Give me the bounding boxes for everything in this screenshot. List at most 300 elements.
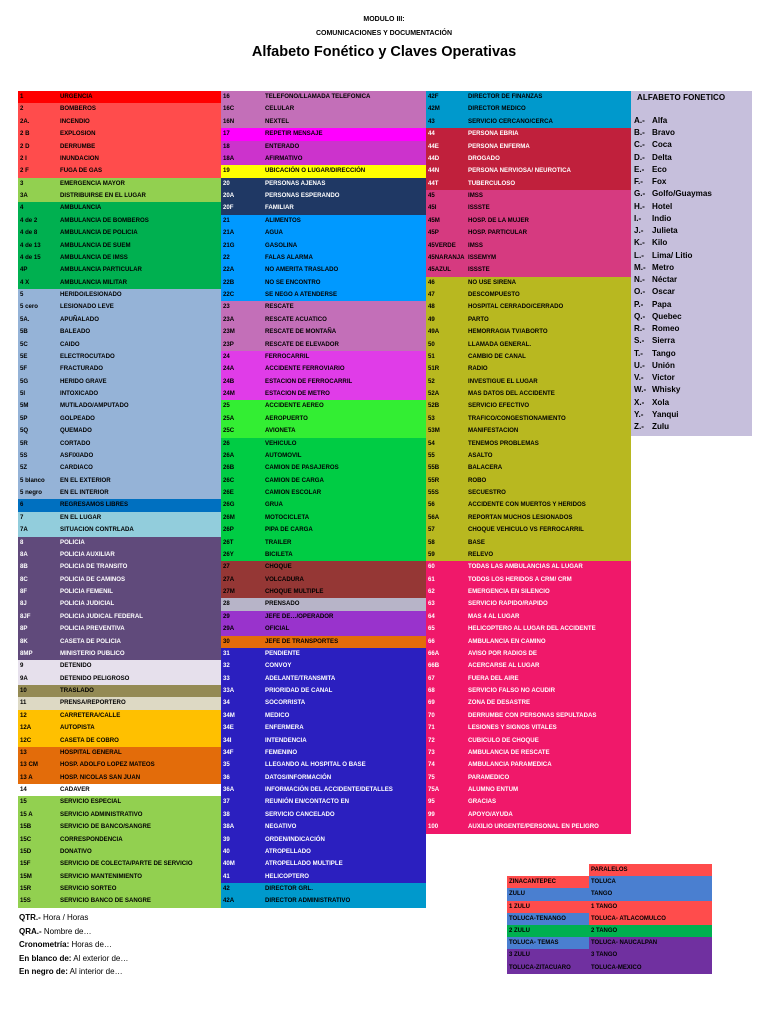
- code-row: [18, 871, 221, 883]
- code-meaning: SERVICIO FALSO NO ACUDIR: [468, 687, 556, 694]
- code-meaning: TRAFICO/CONGESTIONAMIENTO: [468, 414, 566, 422]
- note-definition: Al interior de…: [67, 967, 123, 976]
- code-row: [426, 388, 631, 400]
- code-meaning: PIPA DE CARGA: [265, 526, 313, 534]
- code-number: 13: [20, 748, 27, 756]
- paralelos-row: [507, 925, 712, 937]
- paralelos-right-text: TANGO: [591, 891, 613, 898]
- code-row: [221, 128, 426, 140]
- code-meaning: FALAS ALARMA: [265, 253, 313, 261]
- alphabet-word: Oscar: [652, 287, 675, 297]
- code-meaning: FERROCARRIL: [265, 352, 310, 360]
- code-meaning: TODOS LOS HERIDOS A CRM/ CRM: [468, 575, 572, 583]
- code-row: [18, 351, 221, 363]
- code-number: 65: [428, 625, 435, 633]
- code-row: [221, 598, 426, 610]
- code-meaning: ATROPELLADO MULTIPLE: [265, 860, 343, 868]
- code-meaning: ISSSTE: [468, 266, 490, 274]
- code-row: [221, 116, 426, 128]
- code-meaning: EN EL LUGAR: [60, 513, 102, 521]
- code-number: 20F: [223, 204, 234, 212]
- code-meaning: DESCOMPUESTO: [468, 291, 520, 298]
- code-number: 27M: [223, 588, 235, 595]
- alphabet-word: Coca: [652, 140, 672, 150]
- code-meaning: ASFIXIADO: [60, 451, 94, 459]
- code-row: [18, 103, 221, 115]
- code-row: [18, 116, 221, 128]
- code-number: 8K: [20, 637, 28, 645]
- code-meaning: MUTILADO/AMPUTADO: [60, 402, 129, 410]
- code-number: 52A: [428, 390, 440, 397]
- code-number: 26A: [223, 451, 235, 459]
- paralelos-right-text: 1 TANGO: [591, 903, 618, 910]
- alphabet-word: Unión: [652, 360, 675, 370]
- alphabet-word: Alfa: [652, 116, 668, 125]
- code-number: 38A: [223, 823, 235, 831]
- code-meaning: DIRECTOR GRL.: [265, 885, 313, 892]
- code-row: [426, 685, 631, 697]
- code-row: [426, 450, 631, 462]
- alphabet-letter: S.-: [634, 336, 645, 346]
- code-row: [426, 722, 631, 734]
- code-number: 57: [428, 526, 435, 534]
- code-row: [221, 549, 426, 561]
- code-row: [221, 747, 426, 759]
- code-meaning: CAMION ESCOLAR: [265, 489, 322, 496]
- code-number: 5Z: [20, 464, 28, 472]
- code-row: [18, 339, 221, 351]
- code-row: [18, 128, 221, 140]
- paralelos-left-text: 3 ZULU: [509, 952, 530, 959]
- code-row: [221, 326, 426, 338]
- code-meaning: ACCIDENTE AEREO: [265, 402, 324, 410]
- alphabet-letter: C.-: [634, 140, 645, 150]
- paralelos-left-cell: [507, 937, 589, 949]
- code-number: 8C: [20, 575, 28, 583]
- code-row: [18, 821, 221, 833]
- code-number: 18: [223, 142, 230, 150]
- code-row: [221, 240, 426, 252]
- code-meaning: JEFE DE TRANSPORTES: [265, 637, 339, 645]
- code-row: [426, 190, 631, 202]
- alphabet-letter: K.-: [634, 238, 645, 248]
- phonetic-alphabet-title: ALFABETO FONETICO: [637, 93, 726, 102]
- code-row: [18, 314, 221, 326]
- code-row: [18, 611, 221, 623]
- paralelos-left-text: TOLUCA-TENANGO: [509, 915, 566, 922]
- code-meaning: HERIDO GRAVE: [60, 377, 107, 385]
- paralelos-left-text: TOLUCA- TEMAS: [509, 940, 559, 947]
- code-number: 42M: [428, 105, 440, 113]
- code-row: [18, 697, 221, 709]
- code-number: 44T: [428, 179, 439, 187]
- code-meaning: ALIMENTOS: [265, 216, 301, 224]
- code-row: [18, 202, 221, 214]
- code-number: 35: [223, 761, 230, 769]
- code-number: 4 de 13: [20, 241, 41, 249]
- code-meaning: BOMBEROS: [60, 105, 96, 113]
- code-number: 21A: [223, 229, 235, 237]
- note-line: [19, 911, 128, 925]
- code-row: [426, 363, 631, 375]
- code-number: 16C: [223, 105, 235, 113]
- code-meaning: HELICOPTERO: [265, 872, 310, 880]
- code-row: [426, 561, 631, 573]
- code-row: [426, 227, 631, 239]
- module-label: MODULO III:: [363, 16, 405, 23]
- code-row: [221, 623, 426, 635]
- note-definition: Al exterior de…: [71, 953, 129, 963]
- code-row: [426, 103, 631, 115]
- code-number: 20A: [223, 192, 235, 199]
- code-row: [18, 883, 221, 895]
- alphabet-letter: N.-: [634, 275, 645, 285]
- code-meaning: DONATIVO: [60, 847, 92, 855]
- code-meaning: DIRECTOR ADMINISTRATIVO: [265, 897, 351, 905]
- code-meaning: REGRESAMOS LIBRES: [60, 501, 129, 509]
- code-meaning: MEDICO: [265, 711, 290, 719]
- code-number: 23P: [223, 340, 234, 348]
- code-row: [221, 809, 426, 821]
- code-meaning: SERVICIO CANCELADO: [265, 810, 335, 818]
- code-meaning: CADAVER: [60, 786, 90, 793]
- code-meaning: AMBULANCIA DE IMSS: [60, 253, 128, 261]
- code-row: [426, 796, 631, 808]
- code-number: 58: [428, 538, 435, 546]
- code-row: [221, 351, 426, 363]
- code-number: 5P: [20, 414, 28, 422]
- code-meaning: LESIONES Y SIGNOS VITALES: [468, 724, 557, 732]
- alphabet-letter: E.-: [634, 164, 645, 174]
- code-number: 55R: [428, 476, 440, 484]
- code-row: [426, 623, 631, 635]
- code-row: [426, 673, 631, 685]
- code-number: 4P: [20, 266, 28, 274]
- code-number: 67: [428, 674, 435, 682]
- code-meaning: FUGA DE GAS: [60, 167, 103, 175]
- paralelos-row: [507, 888, 712, 900]
- paralelos-right-text: TOLUCA: [591, 879, 616, 886]
- code-row: [18, 735, 221, 747]
- code-row: [426, 772, 631, 784]
- code-number: 15 A: [20, 810, 33, 818]
- alphabet-word: Whisky: [652, 385, 681, 395]
- code-meaning: RELEVO: [468, 550, 494, 558]
- code-meaning: NEGATIVO: [265, 823, 297, 831]
- code-row: [426, 710, 631, 722]
- code-row: [18, 388, 221, 400]
- code-row: [426, 524, 631, 536]
- code-meaning: RADIO: [468, 365, 488, 373]
- code-row: [221, 499, 426, 511]
- code-meaning: SECUESTRO: [468, 489, 506, 496]
- alphabet-letter: R.-: [634, 324, 645, 334]
- code-meaning: AMBULANCIA DE BOMBEROS: [60, 216, 149, 224]
- code-meaning: INCENDIO: [60, 117, 90, 125]
- code-meaning: INFORMACIÓN DEL ACCIDENTE/DETALLES: [265, 786, 393, 793]
- paralelos-right-cell: [589, 901, 712, 913]
- note-line: [19, 925, 128, 939]
- code-row: [221, 487, 426, 499]
- code-meaning: SERVICIO EFECTIVO: [468, 402, 530, 410]
- code-row: [426, 141, 631, 153]
- paralelos-left-cell: [507, 876, 589, 888]
- code-row: [18, 685, 221, 697]
- alphabet-word: Sierra: [652, 336, 675, 346]
- code-row: [426, 784, 631, 796]
- code-number: 44N: [428, 167, 440, 175]
- code-meaning: POLICIA DE CAMINOS: [60, 575, 126, 583]
- code-meaning: PARAMEDICO: [468, 773, 510, 781]
- code-row: [426, 314, 631, 326]
- code-meaning: ENFERMERA: [265, 724, 304, 732]
- alphabet-letter: M.-: [634, 262, 646, 272]
- code-meaning: UBICACIÓN O LUGAR/DIRECCIÓN: [265, 167, 366, 175]
- code-meaning: LLEGANDO AL HOSPITAL O BASE: [265, 761, 366, 769]
- code-number: 28: [223, 600, 230, 608]
- code-number: 26P: [223, 526, 234, 534]
- code-number: 51: [428, 352, 435, 360]
- code-meaning: ACCIDENTE CON MUERTOS Y HERIDOS: [468, 501, 586, 509]
- code-meaning: ISSEMYM: [468, 253, 497, 261]
- code-meaning: FAMILIAR: [265, 204, 294, 212]
- alphabet-word: Delta: [652, 152, 672, 162]
- code-meaning: BICILETA: [265, 550, 293, 558]
- code-row: [221, 314, 426, 326]
- code-row: [18, 660, 221, 672]
- code-number: 45I: [428, 204, 437, 212]
- code-number: 46: [428, 278, 435, 286]
- alphabet-letter: Z.-: [634, 422, 644, 431]
- code-meaning: GRUA: [265, 501, 283, 509]
- alphabet-letter: I.-: [634, 213, 642, 223]
- code-row: [426, 611, 631, 623]
- code-meaning: MAS DATOS DEL ACCIDENTE: [468, 390, 555, 397]
- code-number: 4 de 8: [20, 229, 38, 237]
- code-meaning: CARDIACO: [60, 464, 93, 472]
- code-meaning: HOSPITAL GENERAL: [60, 748, 122, 756]
- paralelos-row: [507, 864, 712, 876]
- code-row: [221, 858, 426, 870]
- module-subtitle: COMUNICACIONES Y DOCUMENTACIÓN: [315, 30, 453, 37]
- note-term: En blanco de:: [19, 953, 72, 963]
- code-row: [426, 202, 631, 214]
- code-row: [221, 376, 426, 388]
- code-meaning: ENTERADO: [265, 142, 300, 150]
- code-number: 22B: [223, 278, 235, 286]
- code-row: [221, 153, 426, 165]
- alphabet-word: Golfo/Guaymas: [652, 189, 712, 199]
- code-row: [18, 240, 221, 252]
- code-number: 14: [20, 786, 27, 793]
- code-number: 39: [223, 835, 230, 843]
- code-meaning: PARTO: [468, 315, 489, 323]
- code-meaning: AVIONETA: [265, 427, 296, 435]
- code-meaning: IMSS: [468, 241, 483, 249]
- code-number: 72: [428, 736, 435, 744]
- alphabet-word: Yanqui: [652, 409, 679, 419]
- code-meaning: NO AMERITA TRASLADO: [265, 266, 339, 274]
- code-row: [221, 339, 426, 351]
- code-meaning: URGENCIA: [60, 93, 93, 100]
- code-meaning: HOSP. DE LA MUJER: [468, 216, 529, 224]
- code-row: [426, 91, 631, 103]
- code-number: 24M: [223, 390, 235, 397]
- code-meaning: CELULAR: [265, 105, 295, 113]
- code-number: 31: [223, 649, 230, 657]
- code-meaning: POLICIA JUDICAL FEDERAL: [60, 612, 143, 620]
- code-meaning: CUBICULO DE CHOQUE: [468, 736, 539, 744]
- code-meaning: OFICIAL: [265, 625, 290, 633]
- code-meaning: AUTOPISTA: [60, 724, 95, 732]
- code-number: 8P: [20, 625, 28, 633]
- code-row: [18, 623, 221, 635]
- paralelos-row: [507, 913, 712, 925]
- code-number: 21: [223, 216, 230, 224]
- code-meaning: HOSP. NICOLAS SAN JUAN: [60, 773, 141, 781]
- code-number: 55: [428, 451, 435, 459]
- code-number: 64: [428, 612, 435, 620]
- code-number: 48: [428, 303, 435, 311]
- code-row: [426, 487, 631, 499]
- code-row: [426, 128, 631, 140]
- code-row: [426, 165, 631, 177]
- code-number: 19: [223, 167, 230, 175]
- code-meaning: HEMORRAGIA TV/ABORTO: [468, 328, 548, 336]
- code-row: [221, 301, 426, 313]
- code-number: 24B: [223, 377, 235, 385]
- code-row: [221, 215, 426, 227]
- code-row: [221, 400, 426, 412]
- alphabet-word: Lima/ Litio: [652, 250, 693, 260]
- code-number: 5I: [20, 390, 26, 397]
- code-row: [221, 202, 426, 214]
- code-meaning: ESTACION DE METRO: [265, 390, 330, 397]
- alphabet-letter: F.-: [634, 177, 643, 187]
- code-meaning: PERSONA NERVIOSA/ NEUROTICA: [468, 167, 571, 175]
- code-row: [426, 301, 631, 313]
- code-row: [426, 425, 631, 437]
- code-row: [426, 697, 631, 709]
- code-number: 26B: [223, 464, 235, 472]
- alphabet-letter: Y.-: [634, 409, 644, 419]
- code-row: [221, 363, 426, 375]
- code-number: 45NARANJA: [428, 253, 465, 261]
- paralelos-row: [507, 876, 712, 888]
- code-meaning: PRIORIDAD DE CANAL: [265, 687, 333, 694]
- code-number: 100: [428, 823, 439, 831]
- code-number: 5: [20, 291, 24, 298]
- code-number: 33A: [223, 687, 235, 694]
- code-row: [221, 784, 426, 796]
- code-meaning: MAS 4 AL LUGAR: [468, 612, 520, 620]
- code-row: [18, 747, 221, 759]
- code-row: [426, 116, 631, 128]
- code-meaning: INVESTIGUE EL LUGAR: [468, 377, 538, 385]
- code-meaning: AMBULANCIA MILITAR: [60, 278, 128, 286]
- code-row: [18, 215, 221, 227]
- code-number: 25C: [223, 427, 235, 435]
- code-number: 44D: [428, 154, 440, 162]
- code-row: [221, 648, 426, 660]
- code-meaning: NO SE ENCONTRO: [265, 278, 321, 286]
- code-number: 5M: [20, 402, 29, 410]
- code-row: [221, 586, 426, 598]
- code-meaning: CAMION DE PASAJEROS: [265, 464, 339, 472]
- note-term: Cronometría:: [19, 940, 70, 949]
- code-meaning: DETENIDO PELIGROSO: [60, 674, 130, 682]
- code-row: [18, 363, 221, 375]
- paralelos-left-cell: [507, 949, 589, 961]
- code-number: 26Y: [223, 550, 234, 558]
- code-row: [426, 636, 631, 648]
- paralelos-right-cell: [589, 937, 712, 949]
- code-number: 99: [428, 810, 435, 818]
- phonetic-alphabet-panel: [631, 91, 752, 436]
- alphabet-word: Quebec: [652, 311, 682, 321]
- code-number: 5 blanco: [20, 476, 45, 484]
- code-row: [18, 462, 221, 474]
- code-number: 49A: [428, 328, 440, 336]
- code-number: 8A: [20, 550, 28, 558]
- code-row: [426, 512, 631, 524]
- code-row: [18, 91, 221, 103]
- code-row: [221, 871, 426, 883]
- code-number: 2 F: [20, 167, 29, 175]
- note-definition: Hora / Horas: [40, 913, 89, 922]
- code-number: 51R: [428, 365, 440, 373]
- code-meaning: DATOS/INFORMACIÓN: [265, 773, 332, 781]
- code-meaning: SITUACION CONTRLADA: [60, 526, 134, 534]
- code-number: 61: [428, 575, 435, 583]
- code-meaning: SERVICIO ADMINISTRATIVO: [60, 810, 143, 818]
- code-number: 25: [223, 402, 230, 410]
- code-meaning: HOSP. ADOLFO LOPEZ MATEOS: [60, 761, 155, 769]
- code-meaning: CAMBIO DE CANAL: [468, 352, 526, 360]
- code-number: 2: [20, 105, 24, 113]
- alphabet-word: Metro: [652, 262, 675, 272]
- code-number: 9: [20, 662, 24, 670]
- code-number: 66A: [428, 649, 440, 657]
- code-row: [18, 413, 221, 425]
- paralelos-left-cell: [507, 925, 589, 937]
- alphabet-word: Bravo: [652, 128, 675, 138]
- code-meaning: CORRESPONDENCIA: [60, 835, 123, 843]
- code-meaning: RESCATE DE ELEVADOR: [265, 340, 339, 348]
- note-definition: Horas de…: [69, 940, 112, 949]
- code-row: [426, 759, 631, 771]
- code-meaning: INTENDENCIA: [265, 736, 307, 744]
- code-number: 8: [20, 538, 24, 546]
- code-row: [426, 252, 631, 264]
- code-row: [221, 710, 426, 722]
- code-meaning: REPORTAN MUCHOS LESIONADOS: [468, 513, 573, 521]
- code-meaning: MINISTERIO PUBLICO: [60, 649, 125, 657]
- code-number: 23M: [223, 328, 235, 336]
- paralelos-right-text: PARALELOS: [591, 867, 628, 873]
- code-row: [426, 376, 631, 388]
- code-number: 55S: [428, 489, 439, 496]
- alphabet-letter: H.-: [634, 201, 645, 211]
- code-row: [18, 524, 221, 536]
- code-row: [221, 91, 426, 103]
- code-row: [221, 821, 426, 833]
- code-meaning: RESCATE ACUATICO: [265, 315, 327, 323]
- code-number: 54: [428, 439, 435, 447]
- code-number: 5R: [20, 439, 28, 447]
- code-row: [426, 549, 631, 561]
- code-row: [18, 487, 221, 499]
